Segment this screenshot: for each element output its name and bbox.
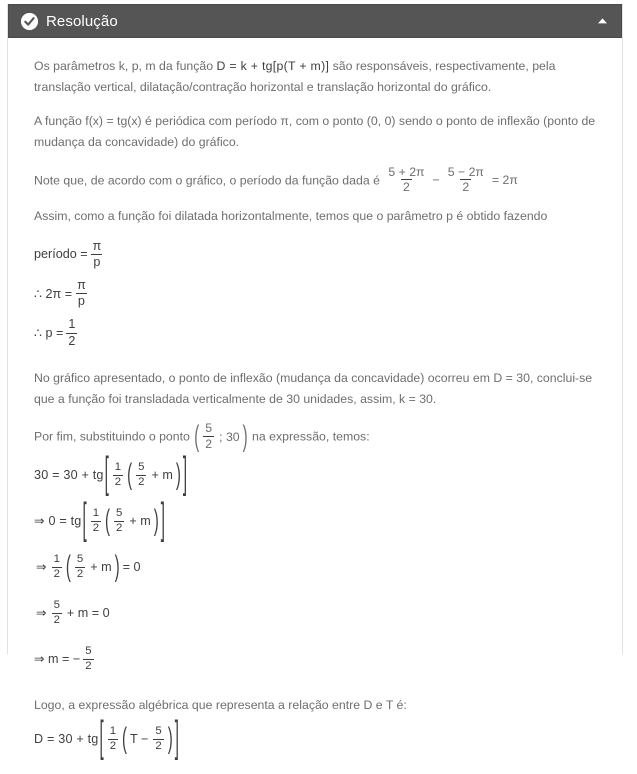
paragraph-tangent-period: A função f(x) = tg(x) é periódica com período π, com o ponto (0, 0) sendo o ponto de inflexão (ponto de mudança da concavidade) do gráfico. bbox=[34, 114, 596, 150]
paragraph-dilation: Assim, como a função foi dilatada horizontalmente, temos que o parâmetro p é obtido fazendo bbox=[34, 209, 548, 224]
eq5-lhs: ⇒ 0 = tg bbox=[34, 514, 82, 529]
eq1-lhs: período = bbox=[34, 247, 88, 262]
right-paren-eq5: ) bbox=[153, 503, 159, 538]
paragraph-period-note bbox=[34, 164, 600, 196]
right-paren: ) bbox=[242, 419, 248, 454]
eq7-arrow: ⇒ bbox=[36, 606, 47, 621]
fraction-half-eq5: $\frac{1}{2}$ bbox=[92, 506, 100, 534]
equation-final-answer bbox=[34, 713, 600, 763]
right-paren-eq6: ) bbox=[114, 549, 120, 584]
fraction-pi-over-p: $\frac{\pi}{p}$ bbox=[92, 238, 102, 269]
equation-m-equals bbox=[34, 644, 600, 674]
eq6-arrow: ⇒ bbox=[36, 560, 47, 575]
eq8-lhs: ⇒ m = − bbox=[34, 652, 81, 667]
eq3-lhs: ∴ p = bbox=[34, 326, 64, 341]
resolution-panel bbox=[7, 4, 623, 763]
minus-operator: − bbox=[432, 173, 440, 188]
panel-title: Resolução bbox=[46, 12, 118, 30]
para3-text: Note que, de acordo com o gráfico, o período da função dada é bbox=[34, 173, 384, 188]
panel-body bbox=[8, 38, 622, 774]
eq2-lhs: ∴ 2π = bbox=[34, 286, 73, 301]
paragraph-conclusion: Logo, a expressão algébrica que representa a relação entre D e T é: bbox=[34, 697, 407, 712]
fraction-5minus2pi: $\frac{5 - 2\pi}{2}$ bbox=[447, 164, 484, 195]
right-bracket-eq5: ] bbox=[160, 495, 165, 545]
equation-group-p bbox=[34, 238, 600, 349]
para1-text-b: são responsáveis, respectivamente, pela translação vertical, dilatação/contração horizontal e translação horizontal do gráfico. bbox=[34, 59, 556, 95]
left-paren-eq5: ( bbox=[105, 503, 111, 538]
right-bracket: ] bbox=[182, 449, 188, 499]
chevron-up-icon[interactable] bbox=[593, 12, 611, 30]
equation-p-equals-half bbox=[34, 319, 600, 348]
paragraph-substitute-point bbox=[34, 419, 600, 454]
fraction-five-halves-eq5: $\frac{5}{2}$ bbox=[116, 506, 123, 534]
fraction-half-eq4: $\frac{1}{2}$ bbox=[114, 460, 122, 488]
eq4-plus-m: + m bbox=[151, 468, 173, 483]
equation-2pi-equals bbox=[34, 277, 600, 309]
fraction-five-halves-point: $\frac{5}{2}$ bbox=[205, 421, 213, 452]
equation-zero-equals-tg bbox=[34, 495, 600, 545]
right-paren-eq9: ) bbox=[167, 721, 173, 756]
equation-period-over-p bbox=[34, 238, 600, 270]
equation-group-m bbox=[34, 449, 600, 674]
fraction-one-half: $\frac{1}{2}$ bbox=[68, 317, 76, 348]
check-circle-icon bbox=[21, 13, 38, 30]
fraction-half-eq6: $\frac{1}{2}$ bbox=[53, 552, 60, 580]
period-result: = 2π bbox=[491, 173, 518, 188]
paragraph-inflection-k: No gráfico apresentado, o ponto de inflexão (mudança da concavidade) ocorreu em D = 30, conclui-se que a função foi transladada verticalmente de 30 unidades, assim, k = 30. bbox=[34, 370, 593, 406]
eq9-T-minus: T − bbox=[130, 732, 149, 747]
left-bracket: [ bbox=[104, 449, 109, 499]
fraction-five-halves-eq6: $\frac{5}{2}$ bbox=[76, 552, 84, 580]
paragraph-parameters bbox=[34, 56, 600, 98]
left-paren-eq9: ( bbox=[122, 721, 128, 756]
eq6-plus-m: + m bbox=[90, 560, 112, 575]
eq9-lhs: D = 30 + tg bbox=[34, 732, 99, 747]
eq4-lhs: 30 = 30 + tg bbox=[34, 468, 104, 483]
eq7-rhs: + m = 0 bbox=[66, 606, 110, 621]
fraction-five-halves-eq9: $\frac{5}{2}$ bbox=[155, 724, 162, 752]
inline-formula-D: D = k + tg[p(T + m)] bbox=[216, 59, 330, 73]
fraction-5plus2pi: $\frac{5 + 2\pi}{2}$ bbox=[388, 164, 425, 195]
left-bracket-eq5: [ bbox=[82, 495, 87, 545]
fraction-five-halves-eq8: $\frac{5}{2}$ bbox=[85, 644, 92, 672]
period-expression bbox=[383, 164, 520, 196]
right-paren-eq4: ) bbox=[175, 457, 181, 492]
left-paren-eq6: ( bbox=[65, 549, 71, 584]
panel-header[interactable] bbox=[8, 4, 622, 38]
equation-half-times bbox=[34, 549, 600, 584]
point-second-coord: ; 30 bbox=[219, 429, 240, 444]
point-coordinate bbox=[193, 419, 248, 454]
equation-five-halves-plus-m bbox=[34, 598, 600, 628]
right-bracket-eq9: ] bbox=[174, 713, 179, 763]
left-paren: ( bbox=[194, 419, 200, 454]
eq6-rhs: = 0 bbox=[122, 560, 141, 575]
left-paren-eq4: ( bbox=[127, 457, 133, 492]
fraction-five-halves-eq7: $\frac{5}{2}$ bbox=[53, 598, 60, 626]
equation-30-equals bbox=[34, 449, 600, 499]
para1-text-a: Os parâmetros k, p, m da função bbox=[34, 59, 217, 73]
para6-text-a: Por fim, substituindo o ponto bbox=[34, 429, 194, 444]
fraction-five-halves-eq4: $\frac{5}{2}$ bbox=[138, 460, 145, 488]
fraction-pi-over-p-2: $\frac{\pi}{p}$ bbox=[77, 277, 86, 309]
left-bracket-eq9: [ bbox=[99, 713, 104, 763]
eq5-plus-m: + m bbox=[129, 514, 151, 529]
para6-text-b: na expressão, temos: bbox=[248, 429, 370, 444]
fraction-half-eq9: $\frac{1}{2}$ bbox=[109, 724, 117, 752]
